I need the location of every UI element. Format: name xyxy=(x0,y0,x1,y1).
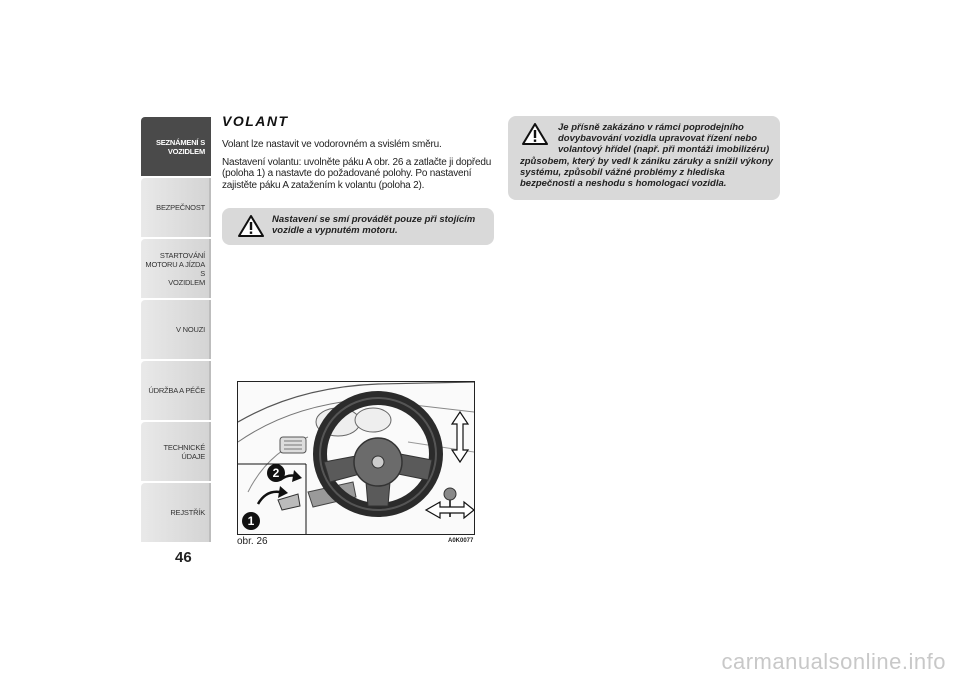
page-number: 46 xyxy=(175,549,192,566)
warning-box xyxy=(222,208,494,245)
chapter-tabs xyxy=(141,117,211,544)
watermark: carmanualsonline.info xyxy=(721,649,946,674)
tab-label: STARTOVÁNÍ MOTORU A JÍZDA S VOZIDLEM xyxy=(145,250,205,287)
warning-box xyxy=(508,116,780,200)
warning-triangle-icon xyxy=(238,214,264,238)
warning-triangle-icon xyxy=(522,122,548,146)
steering-wheel-illustration xyxy=(238,382,474,534)
tab-label: BEZPEČNOST xyxy=(156,203,205,212)
tab-seznameni[interactable] xyxy=(141,117,211,176)
callout-label: 1 xyxy=(247,514,255,528)
callout-1 xyxy=(242,512,260,530)
figure-code: A0K0077 xyxy=(448,538,474,544)
steering-wheel-figure xyxy=(237,381,475,535)
warning-text: Nastavení se smí provádět pouze při stojícím vozidle a vypnutém motoru. xyxy=(272,214,476,236)
tab-v-nouzi[interactable] xyxy=(141,300,211,359)
tab-bezpecnost[interactable] xyxy=(141,178,211,237)
tab-label: SEZNÁMENÍ S VOZIDLEM xyxy=(155,137,205,156)
tab-rejstrik[interactable] xyxy=(141,483,211,542)
tab-label: REJSTŘÍK xyxy=(170,508,205,517)
tab-udrzba[interactable] xyxy=(141,361,211,420)
warning-text: Je přísně zakázáno v rámci poprodejního dovybavování vozidla upravovat řízení nebo volantový hřídel (např. při montáži imobilizéru) xyxy=(558,122,770,155)
tab-label: ÚDRŽBA A PÉČE xyxy=(148,386,205,395)
tab-label: TECHNICKÉ ÚDAJE xyxy=(163,442,205,461)
figure-caption: obr. 26 xyxy=(237,536,268,547)
warning-text: způsobem, který by vedl k zániku záruky a snížil výkony systému, způsobil vážné problémy z hlediska bezpečnosti a neshodu s homologací vozidla. xyxy=(520,156,773,189)
section-title: VOLANT xyxy=(222,113,289,129)
tab-technicke-udaje[interactable] xyxy=(141,422,211,481)
tab-startovani[interactable] xyxy=(141,239,211,298)
callout-label: 2 xyxy=(272,466,280,480)
paragraph: Volant lze nastavit ve vodorovném a svislém směru. xyxy=(222,139,442,150)
tab-label: V NOUZI xyxy=(175,325,205,334)
paragraph: Nastavení volantu: uvolněte páku A obr. 26 a zatlačte ji dopředu (poloha 1) a nastavte do požadované polohy. Po nastavení zajistěte páku A zatažením k volantu (poloha 2). xyxy=(222,156,492,191)
section-volant xyxy=(222,113,494,197)
callout-2 xyxy=(267,464,285,482)
